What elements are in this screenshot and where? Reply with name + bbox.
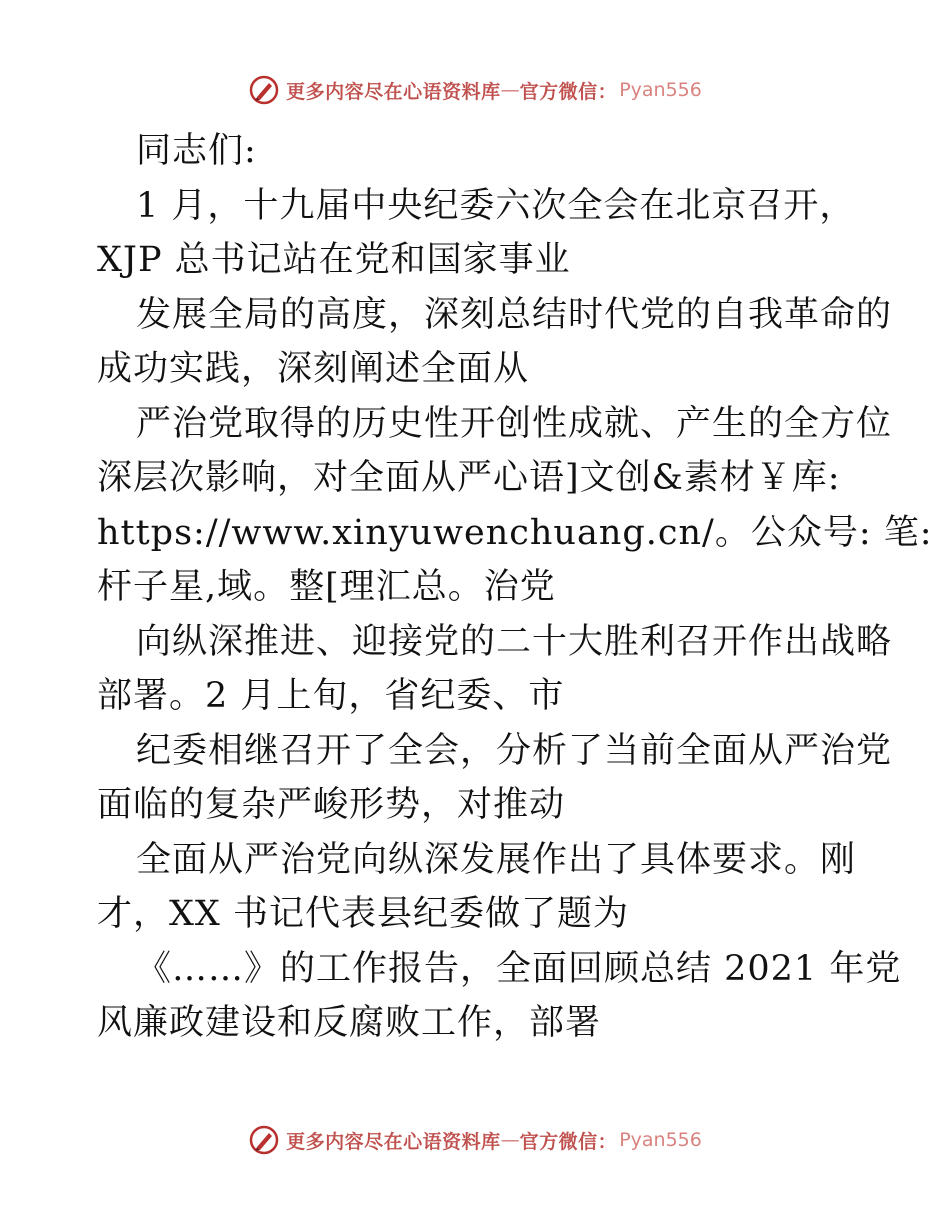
body-line: 部署。2 月上旬，省纪委、市 <box>97 676 565 716</box>
body-line: XJP 总书记站在党和国家事业 <box>97 240 571 280</box>
watermark-label: 官方微信： <box>519 1130 618 1153</box>
body-line: 同志们: <box>136 131 257 171</box>
header-watermark <box>0 70 950 110</box>
body-line: 发展全局的高度，深刻总结时代党的自我革命的 <box>136 294 893 335</box>
body-line: 深层次影响，对全面从严心语]文创&素材￥库: <box>97 458 841 498</box>
watermark-label: 官方微信： <box>519 80 618 103</box>
body-line: 向纵深推进、迎接党的二十大胜利召开作出战略 <box>136 621 893 662</box>
pen-logo-icon <box>248 1124 280 1156</box>
body-line: 面临的复杂严峻形势，对推动 <box>97 785 566 825</box>
body-line: 严治党取得的历史性开创性成就、产生的全方位 <box>136 403 893 444</box>
body-line: 全面从严治党向纵深发展作出了具体要求。刚 <box>136 839 857 880</box>
pen-logo-icon <box>248 74 280 106</box>
watermark-dash: — <box>500 1129 520 1151</box>
body-line: 才，XX 书记代表县纪委做了题为 <box>97 894 629 934</box>
document-body <box>97 124 933 1051</box>
footer-watermark <box>0 1120 950 1160</box>
body-line: 《……》的工作报告，全面回顾总结 2021 年党 <box>136 948 902 989</box>
watermark-wechat-id: Pyan556 <box>619 1129 702 1151</box>
body-line: 风廉政建设和反腐败工作，部署 <box>97 1003 602 1043</box>
body-line: 纪委相继召开了全会，分析了当前全面从严治党 <box>136 730 893 771</box>
watermark-title: 更多内容尽在心语资料库 <box>286 1130 501 1153</box>
body-line: 成功实践，深刻阐述全面从 <box>97 349 530 389</box>
watermark-title: 更多内容尽在心语资料库 <box>286 80 501 103</box>
watermark-wechat-id: Pyan556 <box>619 79 702 101</box>
body-line: https://www.xinyuwenchuang.cn/。公众号: 笔: <box>97 512 933 553</box>
body-line: 杆子星,域。整[理汇总。治党 <box>97 567 556 607</box>
watermark-dash: — <box>500 79 520 101</box>
body-line: 1 月，十九届中央纪委六次全会在北京召开， <box>136 185 856 226</box>
